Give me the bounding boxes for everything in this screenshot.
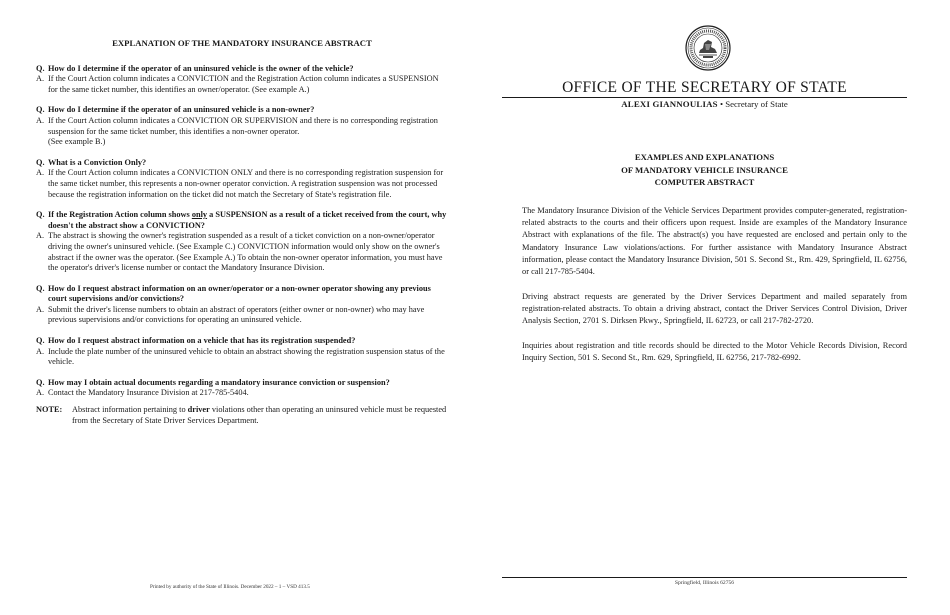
secretary-separator: • <box>717 99 726 109</box>
office-title: OFFICE OF THE SECRETARY OF STATE <box>562 79 847 96</box>
question-text: How may I obtain actual documents regarding a mandatory insurance conviction or suspension? <box>48 377 390 387</box>
question-text: What is a Conviction Only? <box>48 157 147 167</box>
qa-item <box>36 336 448 368</box>
qa-item <box>36 210 448 274</box>
question-label: Q. <box>36 105 45 115</box>
address-footer: Springfield, Illinois 62756 <box>674 580 735 586</box>
answer-label: A. <box>36 168 45 178</box>
answer-label: A. <box>36 304 45 314</box>
intro-paragraph: Inquiries about registration and title records should be directed to the Motor Vehicle Records Division, Record Inquiry Section, 501 S. Second St., Rm. 629, Springfield, IL 62756, 217-782-6992. <box>522 340 907 363</box>
question <box>36 210 448 231</box>
answer-label: A. <box>36 231 45 241</box>
answer <box>36 168 448 200</box>
title-rule <box>502 97 907 98</box>
examples-title <box>502 151 907 189</box>
answer-text: If the Court Action column indicates a CONVICTION and the Registration Action column indicates a SUSPENSION for the same ticket number, this identifies an owner/operator. (See example A.) <box>48 74 439 94</box>
question-text: How do I request abstract information on a vehicle that has its registration suspended? <box>48 336 356 346</box>
question-label: Q. <box>36 63 45 73</box>
answer-text: If the Court Action column indicates a CONVICTION OR SUPERVISION and there is no corresponding registration suspension for the same ticket number, this identifies a non-owner operator. <box>48 115 438 136</box>
answer <box>36 388 448 399</box>
print-authority-footer: Printed by authority of the State of Illinois. December 2022 – 1 – VSD 413.5 <box>150 584 310 590</box>
question-label: Q. <box>36 377 45 387</box>
answer-label: A. <box>36 388 45 398</box>
answer-label: A. <box>36 346 45 356</box>
examples-title-line: COMPUTER ABSTRACT <box>654 177 755 187</box>
examples-title-line: EXAMPLES AND EXPLANATIONS <box>634 152 775 162</box>
question-text-pre: If the Registration Action column shows <box>48 210 192 220</box>
intro-paragraph: Driving abstract requests are generated by the Driver Services Department and mailed separately from registration-related abstracts. To obtain a driving abstract, contact the Driver Services Control Division, Driver Analysis Section, 2701 S. Dirksen Pkwy., Springfield, IL 62723, or call 217-782-2720. <box>522 291 907 326</box>
answer <box>36 74 448 95</box>
answer <box>36 231 448 273</box>
answer-body <box>48 116 448 148</box>
secretary-line <box>502 99 907 109</box>
question <box>36 158 448 169</box>
intro-paragraph: The Mandatory Insurance Division of the Vehicle Services Department provides computer-generated, registration-related abstracts to the courts and their officers upon request. Inside are examples of the Mandatory Insurance Abstract with explanations of the file. The abstract(s) you have requested are enclosed and pertain only to the Mandatory Insurance Law violations/actions. For further assistance with Mandatory Insurance Abstract information, please contact the Mandatory Insurance Division, 501 S. Second St., Rm. 429, Springfield, IL 62756, or call 217-785-5404. <box>522 206 907 277</box>
answer-text: If the Court Action column indicates a CONVICTION ONLY and there is no corresponding registration suspension for the same ticket number, this represents a non-owner operator conviction. A registration suspension was not processed because the registration information on the ticket did not match the Secretary of State's registration file. <box>48 168 444 199</box>
note-text-pre: Abstract information pertaining to <box>72 405 188 415</box>
question-label: Q. <box>36 336 45 346</box>
answer-text: Contact the Mandatory Insurance Division at 217-785-5404. <box>48 388 249 398</box>
question-text: How do I request abstract information on an owner/operator or a non-owner operator showing any previous court supervisions and/or convictions? <box>48 283 431 304</box>
qa-item <box>36 378 448 399</box>
answer-text: Submit the driver's license numbers to obtain an abstract of operators (either owner or non-owner) who may have previous supervisions and/or convictions for operating an uninsured vehicle. <box>48 304 425 325</box>
question-label: Q. <box>36 283 45 293</box>
question-text: How do I determine if the operator of an uninsured vehicle is a non-owner? <box>48 105 315 115</box>
secretary-title: Secretary of State <box>725 99 788 109</box>
state-seal-icon <box>685 25 731 71</box>
question-text-post: a SUSPENSION as a result of a ticket received from the court, why doesn't the abstract show a CONVICTION? <box>48 210 447 230</box>
question <box>36 105 448 116</box>
question <box>36 378 448 389</box>
answer-example-ref: (See example B.) <box>48 137 106 147</box>
question <box>36 336 448 347</box>
answer <box>36 116 448 148</box>
answer <box>36 305 448 326</box>
question-text <box>48 210 448 231</box>
answer-label: A. <box>36 74 45 84</box>
answer-label: A. <box>36 115 45 125</box>
footer-rule <box>502 577 907 578</box>
qa-item <box>36 158 448 200</box>
qa-item <box>36 105 448 147</box>
qa-item <box>36 64 448 96</box>
qa-item <box>36 284 448 326</box>
examples-title-line: OF MANDATORY VEHICLE INSURANCE <box>621 164 788 175</box>
answer <box>36 347 448 368</box>
answer-text: The abstract is showing the owner's registration suspended as a result of a ticket conviction on a non-owner/operator driving the owner's uninsured vehicle. (See Example C.) CONVICTION information would only show on the owner's abstract if the owner was the operator. (See Example A.) To obtain the non-owner operator information, you must have the operator's driver's license number or contact the Mandatory Insurance Division. <box>48 231 443 273</box>
note-label: NOTE: <box>36 405 63 415</box>
intro-text <box>522 205 907 377</box>
question <box>36 284 448 305</box>
answer-text: Include the plate number of the uninsured vehicle to obtain an abstract showing the registration suspension status of the vehicle. <box>48 346 445 367</box>
note-text-bold: driver <box>187 405 210 415</box>
secretary-name: ALEXI GIANNOULIAS <box>621 99 718 109</box>
note-text <box>72 405 448 426</box>
note-text-post: violations other than operating an uninsured vehicle must be requested from the Secretary of State Driver Services Department. <box>72 405 447 425</box>
question-label: Q. <box>36 157 45 167</box>
question <box>36 64 448 75</box>
note <box>36 405 448 426</box>
left-panel <box>36 38 448 426</box>
abstract-explanation-title: EXPLANATION OF THE MANDATORY INSURANCE ABSTRACT <box>112 38 372 48</box>
question-underlined-word: only <box>191 210 208 220</box>
question-label: Q. <box>36 210 45 220</box>
question-text: How do I determine if the operator of an uninsured vehicle is the owner of the vehicle? <box>48 63 354 73</box>
